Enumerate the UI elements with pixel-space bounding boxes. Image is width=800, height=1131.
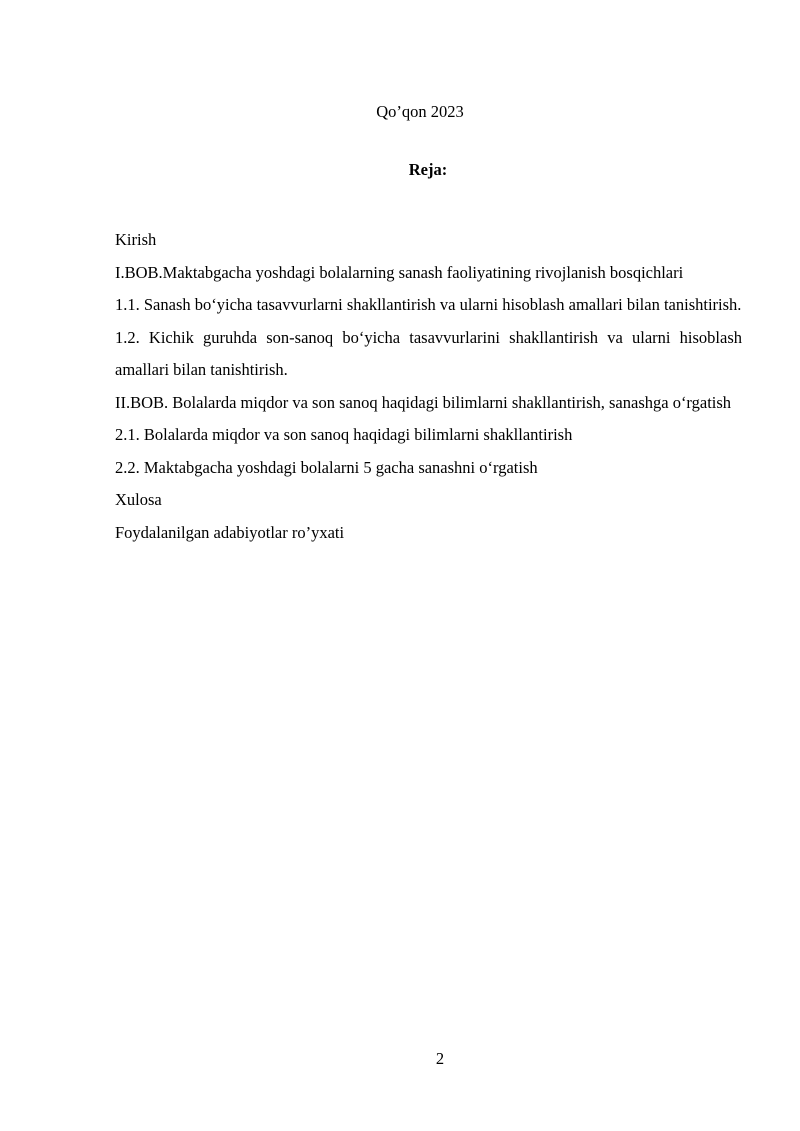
page-number: 2 — [435, 1049, 445, 1068]
plan-title: Reja: — [408, 160, 448, 179]
toc-item-conclusion: Xulosa — [115, 490, 162, 509]
toc-item-section-2-1: 2.1. Bolalarda miqdor va son sanoq haqidagi bilimlarni shakllantirish — [115, 425, 573, 444]
place-year: Qo’qon 2023 — [376, 102, 464, 121]
toc-item-section-2-2: 2.2. Maktabgacha yoshdagi bolalarni 5 gacha sanashni o‘rgatish — [115, 457, 538, 477]
toc-item-section-1-1: 1.1. Sanash bo‘yicha tasavvurlarni shakllantirish va ularni hisoblash amallari bilan tanishtirish. — [115, 295, 742, 314]
toc-item-section-1-2: 1.2. Kichik guruhda son-sanoq bo‘yicha tasavvurlarini shakllantirish va ularni hisoblash amallari bilan tanishtirish. — [115, 327, 742, 379]
toc-item-chapter-2: II.BOB. Bolalarda miqdor va son sanoq haqidagi bilimlarni shakllantirish, sanashga o‘rgatish — [115, 392, 732, 412]
toc-item-introduction: Kirish — [115, 230, 157, 249]
table-of-contents — [115, 224, 742, 549]
toc-item-references: Foydalanilgan adabiyotlar ro’yxati — [115, 522, 345, 542]
toc-item-chapter-1: I.BOB.Maktabgacha yoshdagi bolalarning sanash faoliyatining rivojlanish bosqichlari — [115, 262, 684, 282]
